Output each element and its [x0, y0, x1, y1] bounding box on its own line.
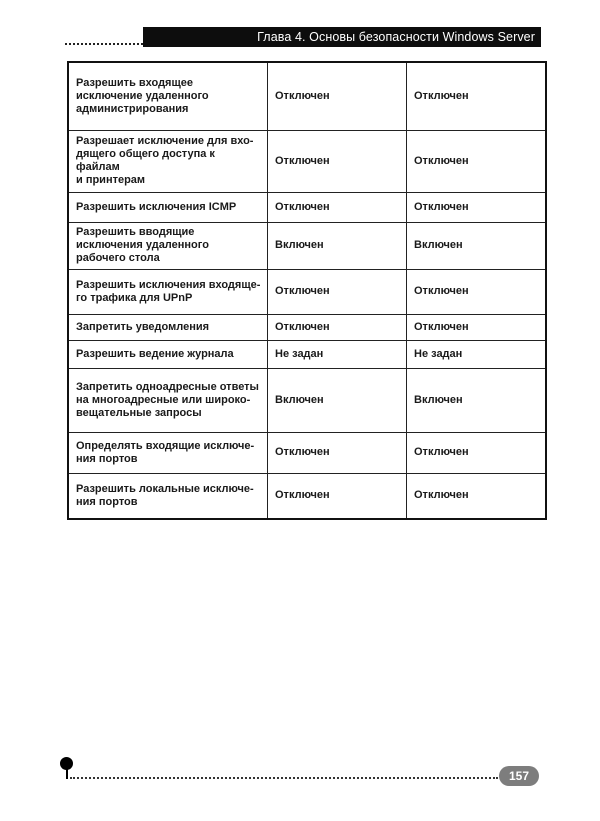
footer-bullet-stem — [66, 767, 68, 779]
setting-value: Отключен — [268, 62, 407, 130]
setting-name: Разрешить входящее исключение удаленного администрирования — [68, 62, 268, 130]
setting-value: Отключен — [268, 432, 407, 473]
table-row — [68, 222, 546, 269]
setting-value: Отключен — [407, 130, 547, 192]
setting-value: Включен — [268, 368, 407, 432]
table-row — [68, 340, 546, 368]
table-row — [68, 432, 546, 473]
setting-value: Включен — [268, 222, 407, 269]
setting-value: Не задан — [268, 340, 407, 368]
setting-value: Отключен — [268, 269, 407, 314]
setting-name: Разрешить локальные исключе- ния портов — [68, 473, 268, 519]
page-number-badge — [499, 766, 539, 786]
table-row — [68, 314, 546, 340]
setting-name: Разрешить исключения входяще- го трафика для UPnP — [68, 269, 268, 314]
table-row — [68, 192, 546, 222]
page-number: 157 — [508, 769, 530, 783]
setting-value: Не задан — [407, 340, 547, 368]
setting-name: Разрешает исключение для вхо- дящего общего доступа к файлам и принтерам — [68, 130, 268, 192]
table-row — [68, 130, 546, 192]
setting-name: Разрешить ведение журнала — [68, 340, 268, 368]
setting-value: Отключен — [407, 432, 547, 473]
setting-name: Запретить одноадресные ответы на многоадресные или широко- вещательные запросы — [68, 368, 268, 432]
table-row — [68, 62, 546, 130]
chapter-title: Глава 4. Основы безопасности Windows Server — [257, 30, 535, 44]
setting-value: Включен — [407, 222, 547, 269]
setting-value: Отключен — [268, 130, 407, 192]
setting-value: Отключен — [407, 62, 547, 130]
footer-dotted-rule — [70, 777, 498, 779]
setting-value: Отключен — [268, 192, 407, 222]
table-row — [68, 368, 546, 432]
table-row — [68, 473, 546, 519]
running-header — [143, 27, 541, 47]
setting-value: Отключен — [407, 473, 547, 519]
settings-table-container — [67, 61, 541, 520]
setting-value: Включен — [407, 368, 547, 432]
setting-value: Отключен — [268, 314, 407, 340]
firewall-settings-table — [67, 61, 547, 520]
header-dotted-rule — [65, 43, 143, 45]
setting-value: Отключен — [407, 314, 547, 340]
setting-name: Разрешить вводящие исключения удаленного рабочего стола — [68, 222, 268, 269]
setting-name: Разрешить исключения ICMP — [68, 192, 268, 222]
setting-name: Запретить уведомления — [68, 314, 268, 340]
setting-value: Отключен — [268, 473, 407, 519]
setting-name: Определять входящие исключе- ния портов — [68, 432, 268, 473]
setting-value: Отключен — [407, 269, 547, 314]
setting-value: Отключен — [407, 192, 547, 222]
table-row — [68, 269, 546, 314]
